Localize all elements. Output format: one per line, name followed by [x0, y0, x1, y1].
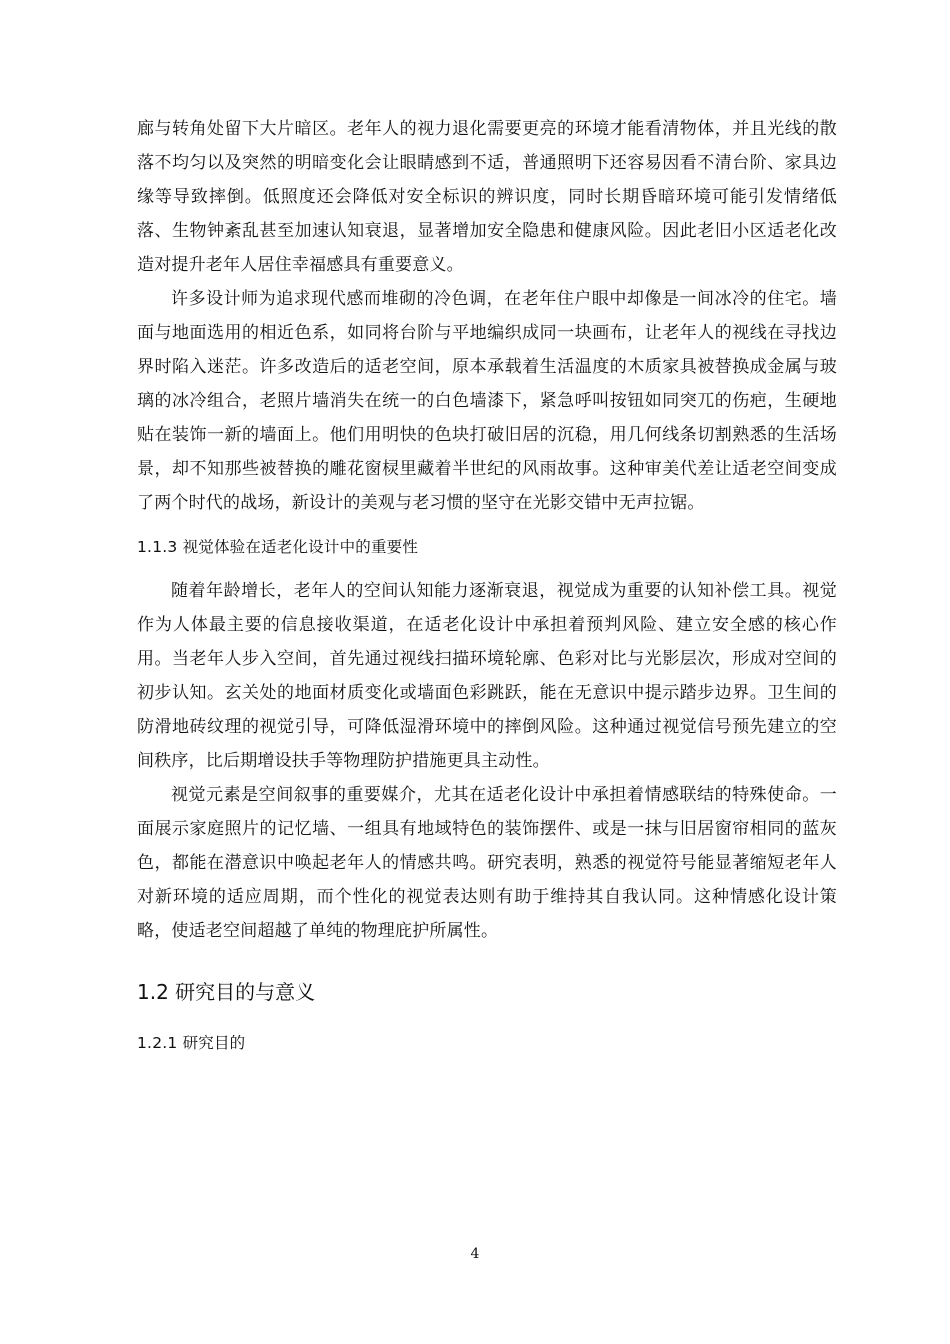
paragraph-continued: 廊与转角处留下大片暗区。老年人的视力退化需要更亮的环境才能看清物体，并且光线的散落不均匀以及突然的明暗变化会让眼睛感到不适，普通照明下还容易因看不清台阶、家具边缘等导致摔倒。低照度还会降低对安全标识的辨识度，同时长期昏暗环境可能引发情绪低落、生物钟紊乱甚至加速认知衰退，显著增加安全隐患和健康风险。因此老旧小区适老化改造对提升老年人居住幸福感具有重要意义。: [137, 119, 837, 275]
subsection-heading-1-1-3: 1.1.3 视觉体验在适老化设计中的重要性: [137, 538, 419, 556]
page-number: 4: [470, 1246, 480, 1262]
paragraph-cold-colors: 许多设计师为追求现代感而堆砌的冷色调，在老年住户眼中却像是一间冰冷的住宅。墙面与地面选用的相近色系，如同将台阶与平地编织成同一块画布，让老年人的视线在寻找边界时陷入迷茫。许多改造后的适老空间，原本承载着生活温度的木质家具被替换成金属与玻璃的冰冷组合，老照片墙消失在统一的白色墙漆下，紧急呼叫按钮如同突兀的伤疤，生硬地贴在装饰一新的墙面上。他们用明快的色块打破旧居的沉稳，用几何线条切割熟悉的生活场景，却不知那些被替换的雕花窗棂里藏着半世纪的风雨故事。这种审美代差让适老空间变成了两个时代的战场，新设计的美观与老习惯的坚守在光影交错中无声拉锯。: [137, 289, 837, 513]
section-heading-1-2: 1.2 研究目的与意义: [137, 980, 316, 1004]
subsection-heading-1-2-1: 1.2.1 研究目的: [137, 1034, 246, 1052]
paragraph-visual-narrative: 视觉元素是空间叙事的重要媒介，尤其在适老化设计中承担着情感联结的特殊使命。一面展示家庭照片的记忆墙、一组具有地域特色的装饰摆件、或是一抹与旧居窗帘相同的蓝灰色，都能在潜意识中唤起老年人的情感共鸣。研究表明，熟悉的视觉符号能显著缩短老年人对新环境的适应周期，而个性化的视觉表达则有助于维持其自我认同。这种情感化设计策略，使适老空间超越了单纯的物理庇护所属性。: [137, 785, 837, 941]
paragraph-visual-compensation: 随着年龄增长，老年人的空间认知能力逐渐衰退，视觉成为重要的认知补偿工具。视觉作为人体最主要的信息接收渠道，在适老化设计中承担着预判风险、建立安全感的核心作用。当老年人步入空间，首先通过视线扫描环境轮廓、色彩对比与光影层次，形成对空间的初步认知。玄关处的地面材质变化或墙面色彩跳跃，能在无意识中提示踏步边界。卫生间的防滑地砖纹理的视觉引导，可降低湿滑环境中的摔倒风险。这种通过视觉信号预先建立的空间秩序，比后期增设扶手等物理防护措施更具主动性。: [137, 581, 837, 771]
page-content: [137, 112, 837, 1070]
